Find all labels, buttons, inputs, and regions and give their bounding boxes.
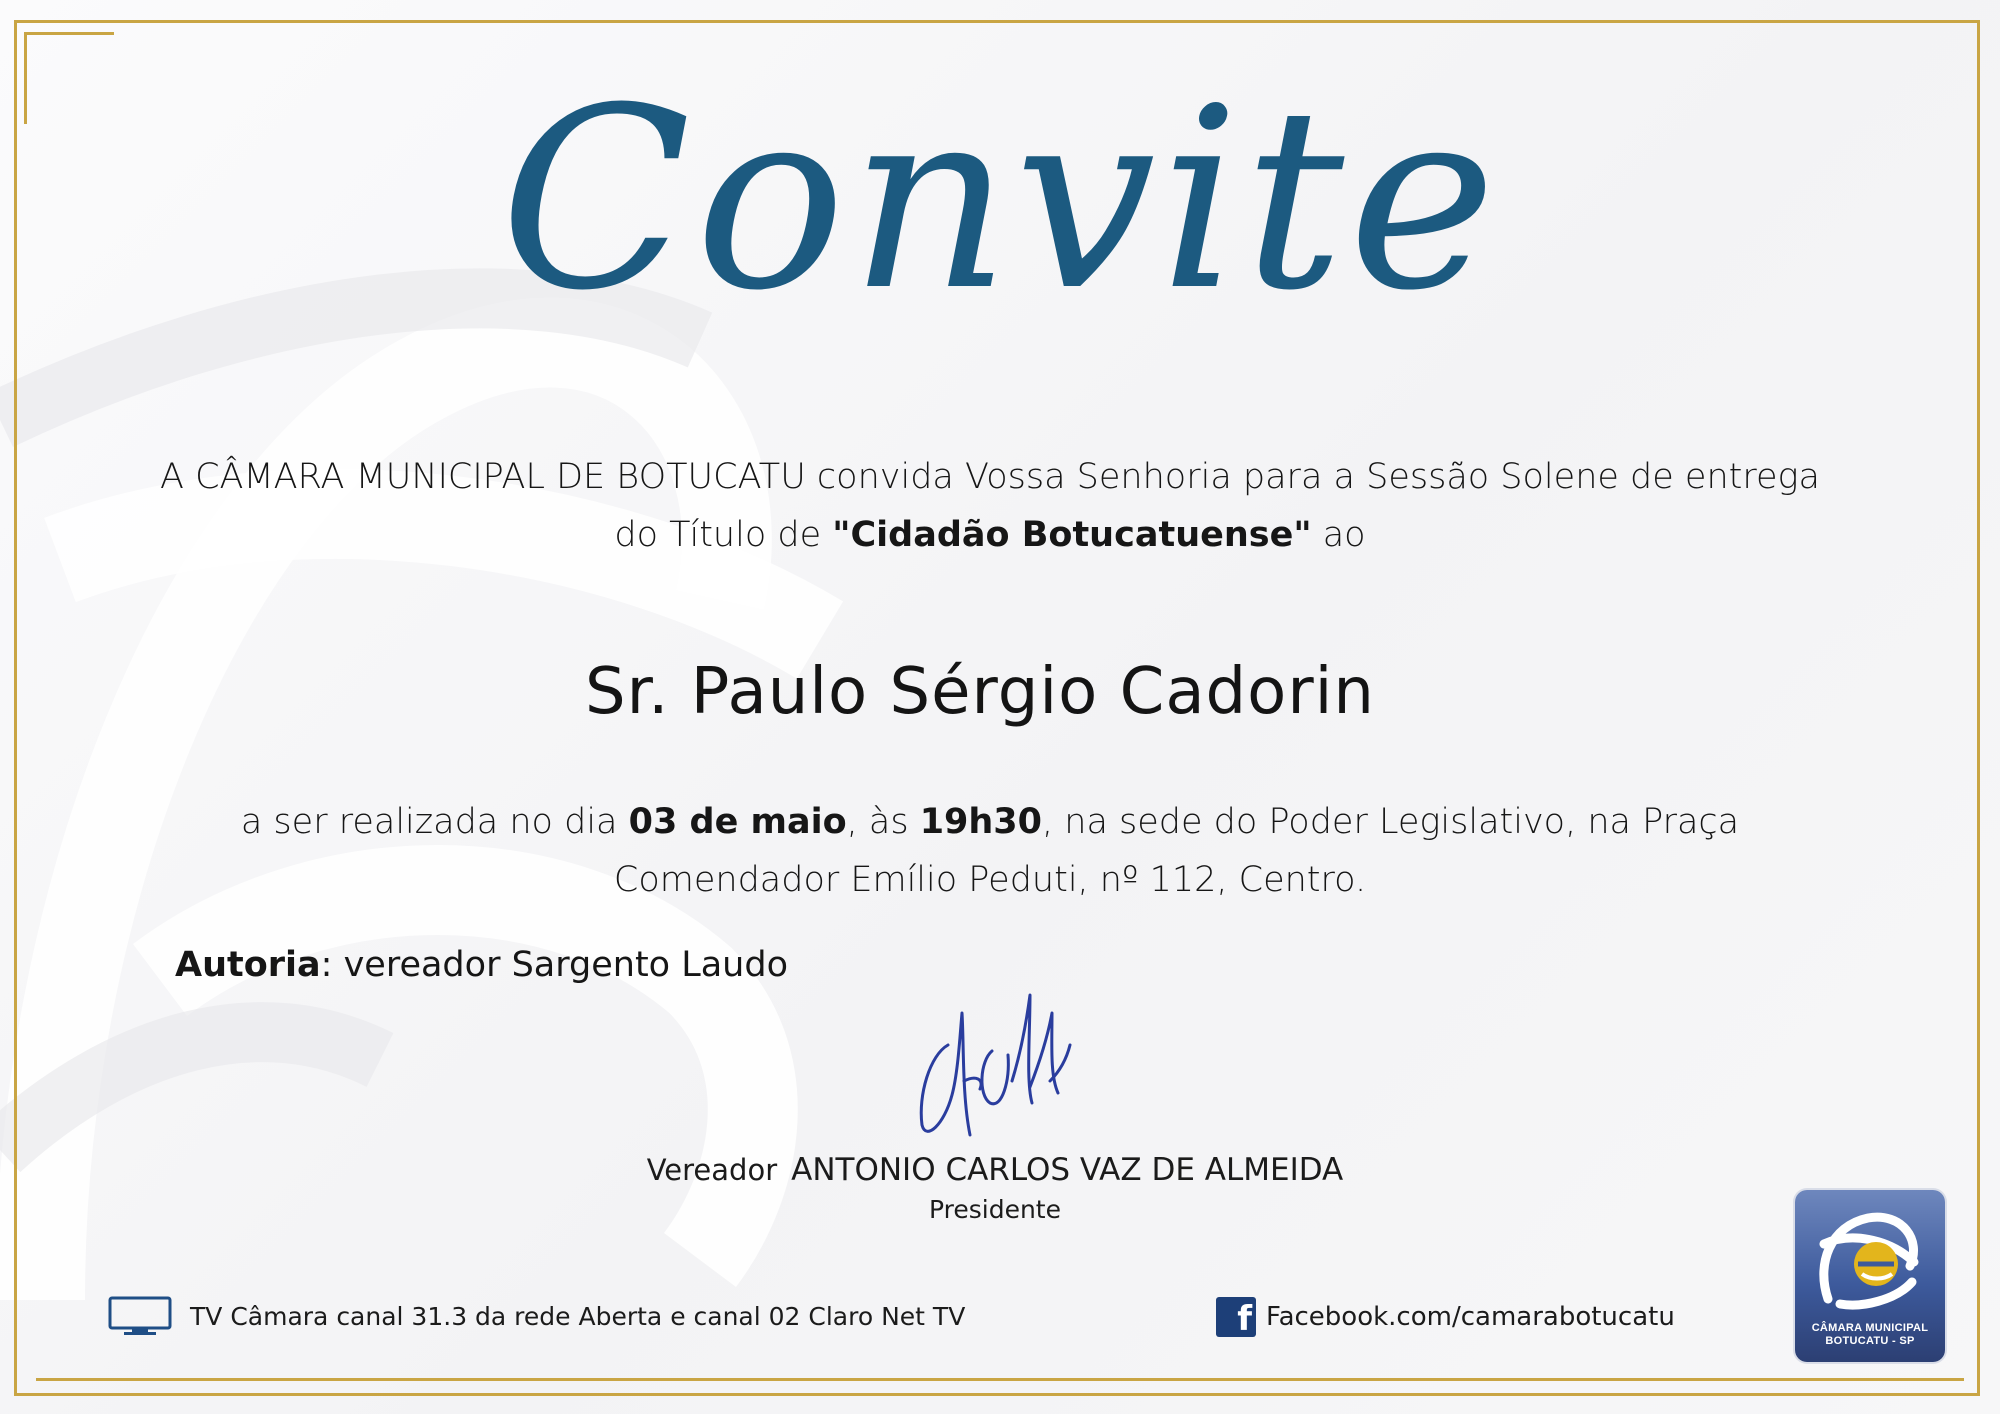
signer-name: ANTONIO CARLOS VAZ DE ALMEIDA <box>791 1152 1344 1188</box>
footer-tv-info <box>108 1296 965 1336</box>
details-text: , às <box>846 802 920 842</box>
footer-facebook <box>1216 1297 1675 1337</box>
logo-caption <box>1795 1322 1945 1348</box>
facebook-link: Facebook.com/camarabotucatu <box>1266 1302 1675 1332</box>
event-date: 03 de maio <box>628 802 847 842</box>
intro-text: A CÂMARA MUNICIPAL DE BOTUCATU convida Vossa Senhoria para a Sessão Solene de entrega do Título de <box>160 457 1820 555</box>
frame-corner-line <box>24 32 114 35</box>
signer-prefix: Vereador <box>646 1153 778 1187</box>
signer-line <box>0 1148 1990 1192</box>
signer-role: Presidente <box>929 1195 1061 1224</box>
details-text: a ser realizada no dia <box>240 802 629 842</box>
honoree-name: Sr. Paulo Sérgio Cadorin <box>585 655 1375 729</box>
intro-text-end: ao <box>1311 515 1366 555</box>
handwritten-signature <box>900 985 1100 1145</box>
intro-paragraph <box>150 448 1830 564</box>
camara-emblem-icon <box>1810 1204 1930 1319</box>
authorship-line <box>175 936 788 994</box>
event-details <box>130 793 1850 909</box>
camara-logo <box>1795 1190 1945 1362</box>
event-time: 19h30 <box>919 802 1043 842</box>
honor-title: "Cidadão Botucatuense" <box>832 515 1312 555</box>
logo-line-1: CÂMARA MUNICIPAL <box>1811 1322 1929 1334</box>
facebook-icon: f <box>1216 1297 1256 1337</box>
frame-bottom-line <box>36 1378 1964 1381</box>
details-text: , na sede do Poder Legislativo, na Praça Comendador Emílio Peduti, nº 112, Centro. <box>613 802 1740 900</box>
invitation-title: Convite <box>499 54 1501 345</box>
tv-channel-text: TV Câmara canal 31.3 da rede Aberta e canal 02 Claro Net TV <box>190 1301 966 1331</box>
logo-line-2: BOTUCATU - SP <box>1825 1335 1915 1347</box>
tv-icon <box>108 1296 172 1336</box>
authorship-value: : vereador Sargento Laudo <box>320 945 788 985</box>
authorship-label: Autoria <box>175 945 321 985</box>
